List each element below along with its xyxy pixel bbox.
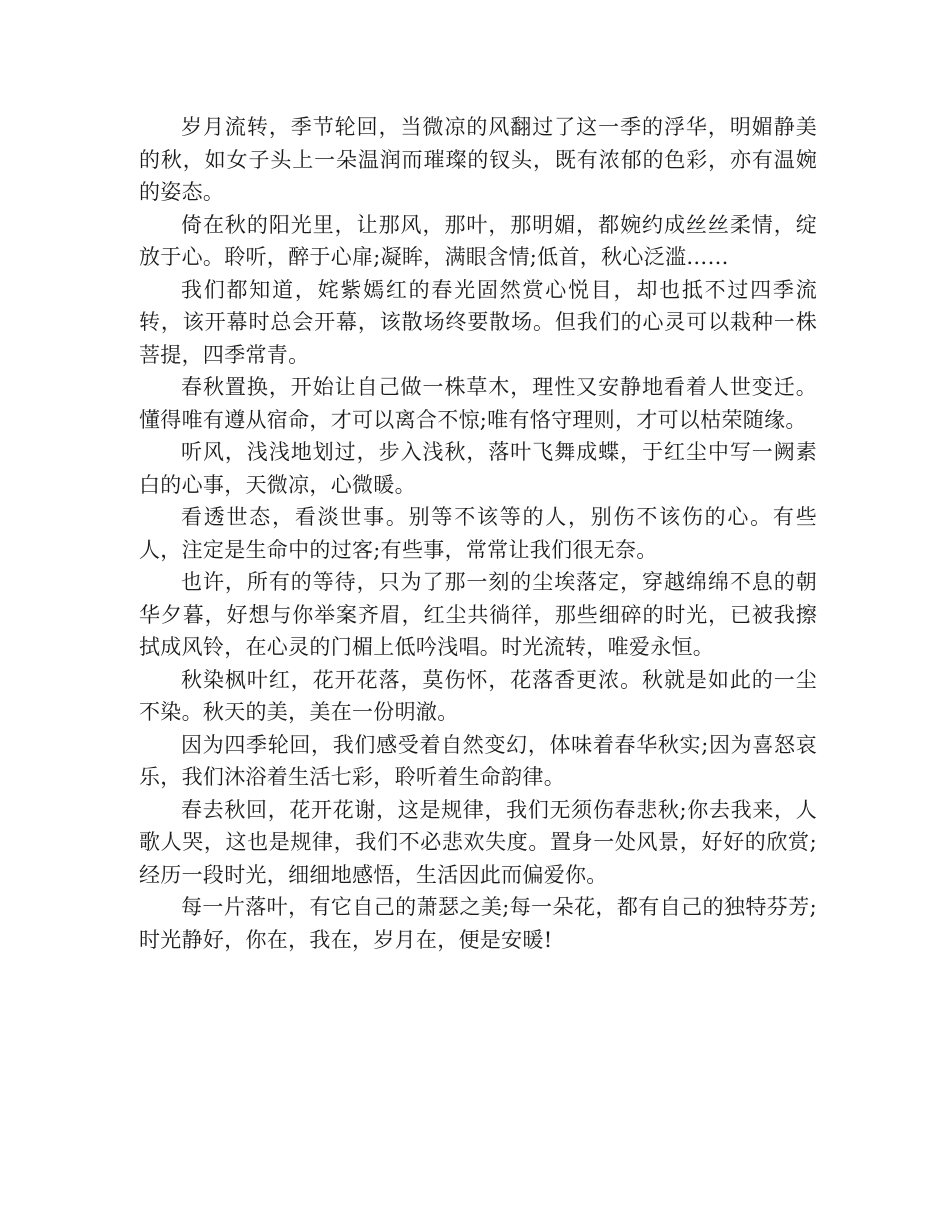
paragraph-2: 倚在秋的阳光里，让那风，那叶，那明媚，都婉约成丝丝柔情，绽放于心。聆听，醉于心扉;凝眸，满眼含情;低首，秋心泛滥…… [139, 212, 817, 269]
paragraph-5: 听风，浅浅地划过，步入浅秋，落叶飞舞成蝶，于红尘中写一阙素白的心事，天微凉，心微暖。 [139, 440, 817, 497]
paragraph-10: 春去秋回，花开花谢，这是规律，我们无须伤春悲秋;你去我来，人歌人哭，这也是规律，我们不必悲欢失度。置身一处风景，好好的欣赏;经历一段时光，细细地感悟，生活因此而偏爱你。 [139, 797, 817, 887]
paragraph-8: 秋染枫叶红，花开花落，莫伤怀，花落香更浓。秋就是如此的一尘不染。秋天的美，美在一份明澈。 [139, 667, 817, 724]
paragraph-1: 岁月流转，季节轮回，当微凉的风翻过了这一季的浮华，明媚静美的秋，如女子头上一朵温润而璀璨的钗头，既有浓郁的色彩，亦有温婉的姿态。 [139, 115, 817, 204]
paragraph-11: 每一片落叶，有它自己的萧瑟之美;每一朵花，都有自己的独特芬芳;时光静好，你在，我在，岁月在，便是安暖! [139, 895, 817, 952]
paragraph-9: 因为四季轮回，我们感受着自然变幻，体味着春华秋实;因为喜怒哀乐，我们沐浴着生活七彩，聆听着生命韵律。 [139, 732, 817, 789]
paragraph-7: 也许，所有的等待，只为了那一刻的尘埃落定，穿越绵绵不息的朝华夕暮，好想与你举案齐眉，红尘共徜徉，那些细碎的时光，已被我擦拭成风铃，在心灵的门楣上低吟浅唱。时光流转，唯爱永恒。 [139, 570, 817, 659]
paragraph-4: 春秋置换，开始让自己做一株草木，理性又安静地看着人世变迁。懂得唯有遵从宿命，才可以离合不惊;唯有恪守理则，才可以枯荣随缘。 [139, 375, 817, 432]
document-body [139, 111, 817, 956]
paragraph-3: 我们都知道，姹紫嫣红的春光固然赏心悦目，却也抵不过四季流转，该开幕时总会开幕，该散场终要散场。但我们的心灵可以栽种一株菩提，四季常青。 [139, 277, 817, 367]
paragraph-6: 看透世态，看淡世事。别等不该等的人，别伤不该伤的心。有些人，注定是生命中的过客;有些事，常常让我们很无奈。 [139, 505, 817, 562]
